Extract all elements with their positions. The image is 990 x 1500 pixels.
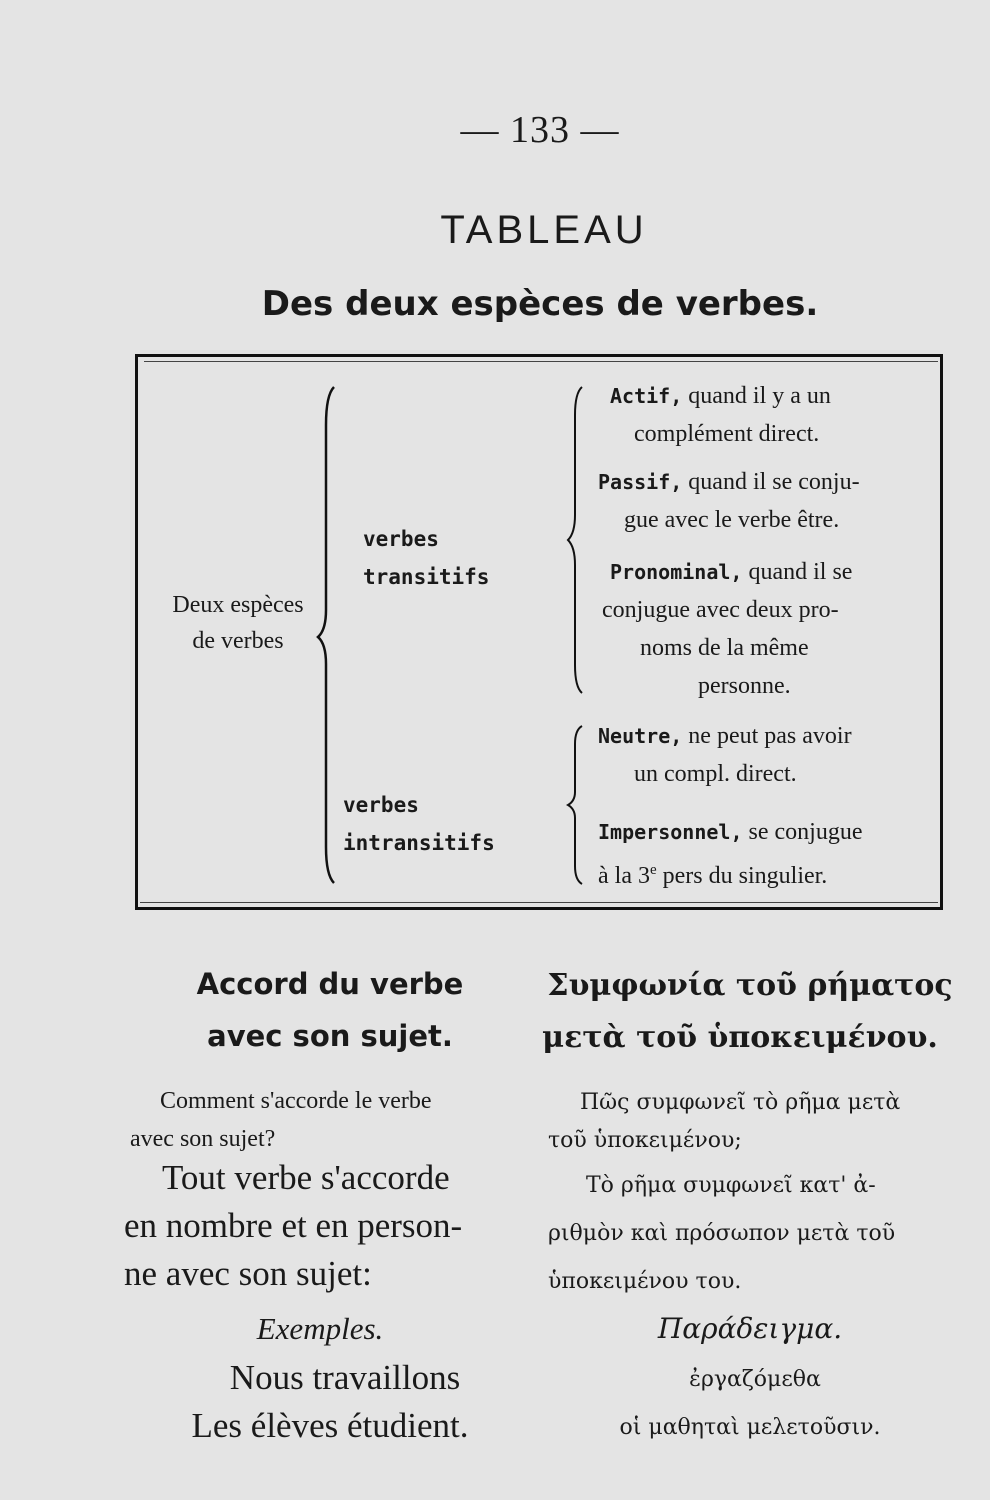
impersonnel-line-2-post: pers du singulier. [656, 863, 828, 889]
transitifs-label: verbes transitifs [363, 527, 490, 589]
entry-actif [598, 377, 938, 453]
greek-answer-line-1: Τὸ ρῆμα συμφωνεῖ κατ' ἀ- [586, 1173, 876, 1198]
neutre-term: Neutre, [598, 724, 683, 748]
french-answer-line-2: en nombre et en person- [124, 1206, 463, 1245]
french-heading [120, 958, 540, 1062]
french-answer [120, 1154, 540, 1298]
pronominal-line-3: noms de la même [640, 635, 809, 661]
french-heading-line-2: avec son sujet. [207, 1019, 453, 1053]
pronominal-term: Pronominal, [610, 560, 743, 584]
impersonnel-line-1: se conjugue [742, 819, 863, 845]
greek-examples [540, 1356, 960, 1452]
table-inner-rule-top [144, 361, 938, 362]
french-examples-label: Exemples. [256, 1311, 384, 1346]
pronominal-line-2: conjugue avec deux pro- [602, 597, 839, 623]
table-inner-rule-bottom [140, 902, 938, 903]
entry-passif [598, 463, 938, 539]
impersonnel-line-2-pre: à la 3 [598, 863, 650, 889]
pronominal-line-1: quand il se [742, 559, 853, 585]
french-question [120, 1082, 520, 1158]
actif-line-2: complément direct. [634, 421, 820, 447]
french-answer-line-1: Tout verbe s'accorde [162, 1158, 450, 1197]
greek-question-line-2: τοῦ ὑποκειμένου; [548, 1128, 742, 1153]
greek-examples-label: Παράδειγμα. [657, 1312, 843, 1345]
greek-heading [535, 960, 965, 1064]
neutre-line-1: ne peut pas avoir [682, 723, 852, 749]
root-line-1: Deux espèces [172, 592, 304, 618]
intransitifs-label: verbes intransitifs [343, 793, 495, 855]
root-line-2: de verbes [192, 628, 284, 654]
entry-pronominal [598, 553, 938, 705]
impersonnel-term: Impersonnel, [598, 820, 743, 844]
passif-term: Passif, [598, 470, 683, 494]
french-example-1: Nous travaillons [229, 1358, 461, 1397]
french-question-line-2: avec son sujet? [130, 1126, 276, 1152]
verb-table [135, 354, 943, 910]
french-answer-line-3: ne avec son sujet: [124, 1254, 372, 1293]
greek-answer-line-3: ὑποκειμένου του. [548, 1269, 742, 1294]
pronominal-line-4: personne. [698, 673, 791, 699]
impersonnel-line-2-sup: e [649, 862, 657, 878]
entry-neutre [598, 717, 938, 793]
french-examples [120, 1354, 540, 1450]
page-title: TABLEAU [440, 208, 648, 252]
french-example-2: Les élèves étudient. [191, 1406, 469, 1445]
neutre-line-2: un compl. direct. [634, 761, 797, 787]
entry-impersonnel [598, 813, 938, 895]
actif-line-1: quand il y a un [682, 383, 831, 409]
greek-question [540, 1084, 960, 1160]
greek-answer [540, 1162, 960, 1306]
greek-question-line-1: Πῶς συμφωνεῖ τὸ ρῆμα μετὰ [580, 1090, 901, 1115]
greek-example-1: ἐργαζόμεθα [689, 1367, 821, 1392]
page-number: — 133 — [460, 109, 620, 151]
passif-line-1: quand il se conju- [682, 469, 860, 495]
greek-heading-line-2: μετὰ τοῦ ὑποκειμένου. [542, 1020, 938, 1055]
transitifs-brace [568, 385, 588, 695]
greek-heading-line-1: Συμφωνία τοῦ ρήματος [547, 968, 953, 1003]
passif-line-2: gue avec le verbe être. [624, 507, 840, 533]
page-subtitle: Des deux espèces de verbes. [261, 284, 819, 324]
french-heading-line-1: Accord du verbe [196, 967, 464, 1001]
intransitifs-brace [568, 724, 588, 886]
greek-example-2: οἱ μαθηταὶ μελετοῦσιν. [619, 1415, 881, 1440]
table-root-label [148, 587, 328, 659]
actif-term: Actif, [610, 384, 683, 408]
french-question-line-1: Comment s'accorde le verbe [160, 1088, 432, 1114]
greek-answer-line-2: ριθμὸν καὶ πρόσωπον μετὰ τοῦ [548, 1221, 896, 1246]
root-brace [318, 385, 342, 885]
